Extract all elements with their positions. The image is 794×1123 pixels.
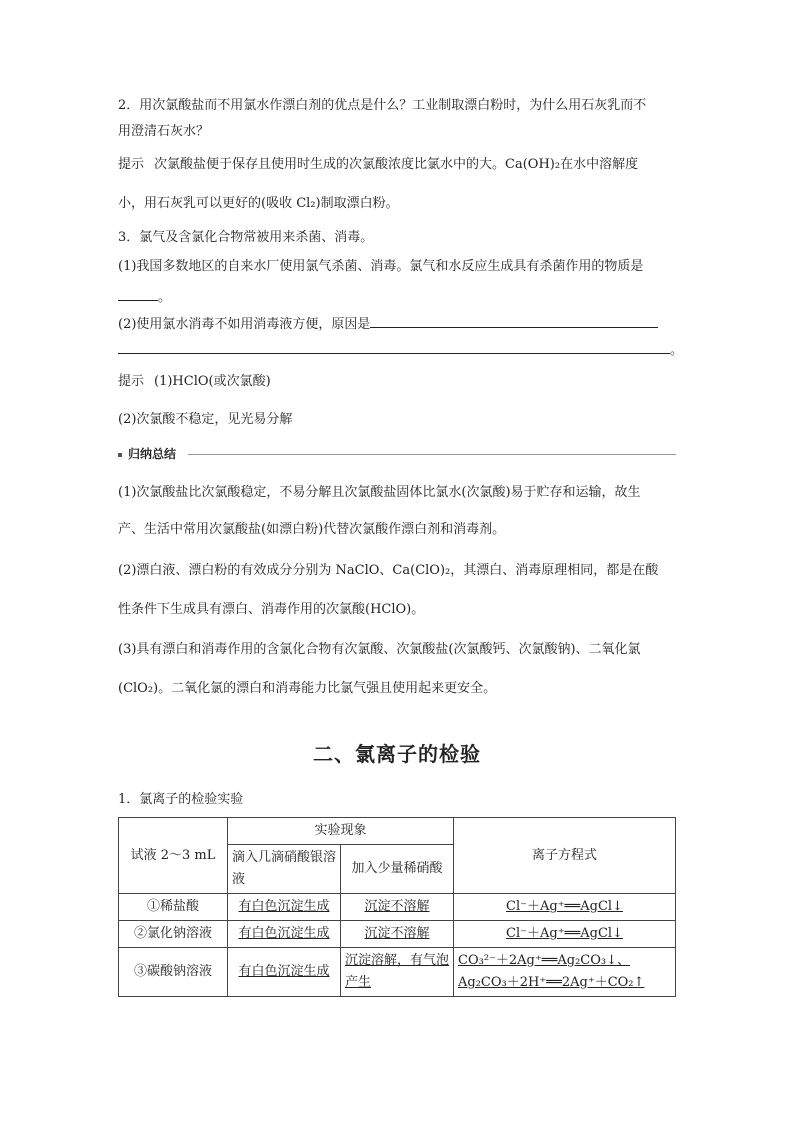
q3-hint2: (2)次氯酸不稳定，见光易分解 [118, 412, 293, 427]
q3-sub2-line1: (2)使用氯水消毒不如用消毒液方便，原因是 [118, 313, 676, 335]
answer-blank[interactable] [370, 313, 658, 328]
q2-line1: 2．用次氯酸盐而不用氯水作漂白剂的优点是什么？工业制取漂白粉时，为什么用石灰乳而不 [118, 98, 647, 113]
experiment-title: 1．氯离子的检验实验 [118, 792, 244, 807]
summary-p3-line1: (3)具有漂白和消毒作用的含氯化合物有次氯酸、次氯酸盐(次氯酸钙、次氯酸钠)、二氧化氯 [118, 642, 641, 657]
q3-sub1-line1: (1)我国多数地区的自来水厂使用氯气杀菌、消毒。氯气和水反应生成具有杀菌作用的物质是 [118, 259, 644, 274]
q2-hint [118, 155, 676, 175]
table-row: ②氯化钠溶液 有白色沉淀生成 沉淀不溶解 Cl⁻＋Ag⁺══AgCl↓ [119, 921, 676, 948]
summary-p3-line2: (ClO₂)。二氧化氯的漂白和消毒能力比氯气强且使用起来更安全。 [118, 681, 497, 696]
table-row: ①稀盐酸 有白色沉淀生成 沉淀不溶解 Cl⁻＋Ag⁺══AgCl↓ [119, 894, 676, 921]
header-phenomenon: 实验现象 [228, 818, 454, 845]
header-add-hno3: 加入少量稀硝酸 [341, 845, 454, 894]
chloride-test-table [118, 817, 676, 997]
summary-divider [118, 445, 676, 465]
q3-hint1: 提示 (1)HClO(或次氯酸) [118, 374, 271, 389]
answer-blank[interactable] [118, 339, 670, 354]
hint-label: 提示 [118, 374, 145, 389]
bullet-icon [118, 453, 122, 457]
header-equation: 离子方程式 [454, 818, 676, 894]
q2-hint-line1: 次氯酸盐便于保存且使用时生成的次氯酸浓度比氯水中的大。Ca(OH)₂在水中溶解度 [154, 157, 639, 172]
q2-line2: 用澄清石灰水？ [118, 124, 210, 139]
table-row: ③碳酸钠溶液 有白色沉淀生成 沉淀溶解，有气泡产生 CO₃²⁻＋2Ag⁺══Ag₂CO₃↓、 Ag₂CO₃＋2H⁺══2Ag⁺＋CO₂↑ [119, 948, 676, 997]
hint-label: 提示 [118, 157, 145, 172]
q2-hint-line2: 小，用石灰乳可以更好的(吸收 Cl₂)制取漂白粉。 [118, 196, 399, 211]
summary-p1-line1: (1)次氯酸盐比次氯酸稳定，不易分解且次氯酸盐固体比氯水(次氯酸)易于贮存和运输，故生 [118, 485, 641, 500]
header-add-agno3: 滴入几滴硝酸银溶液 [228, 845, 341, 894]
answer-blank[interactable] [118, 286, 158, 301]
q3-sub1-line2: 。 [118, 286, 676, 308]
q3-title: 3．氯气及含氯化合物常被用来杀菌、消毒。 [118, 230, 374, 245]
q3-sub2-line2: 。 [118, 339, 676, 361]
summary-label: 归纳总结 [128, 447, 177, 461]
section-heading: 二、氯离子的检验 [313, 742, 481, 766]
summary-p2-line1: (2)漂白液、漂白粉的有效成分分别为 NaClO、Ca(ClO)₂，其漂白、消毒原理相同，都是在酸 [118, 563, 659, 578]
summary-p1-line2: 产、生活中常用次氯酸盐(如漂白粉)代替次氯酸作漂白剂和消毒剂。 [118, 522, 506, 537]
header-sample: 试液 2～3 mL [119, 818, 228, 894]
summary-p2-line2: 性条件下生成具有漂白、消毒作用的次氯酸(HClO)。 [118, 602, 425, 617]
